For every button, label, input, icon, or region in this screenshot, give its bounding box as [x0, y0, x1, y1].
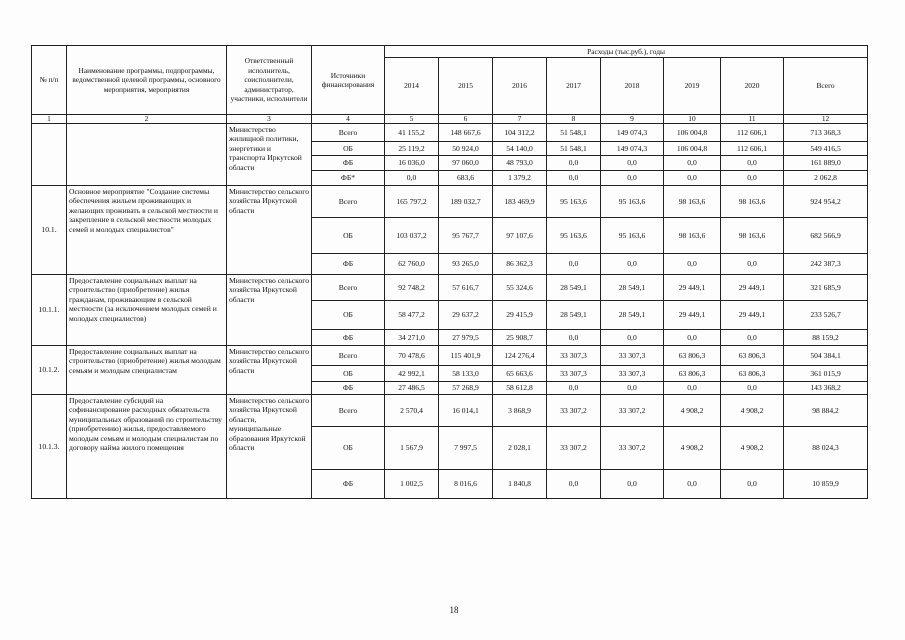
value-cell: 0,0	[601, 470, 664, 499]
value-cell: 103 037,2	[385, 218, 439, 254]
row-number-cell	[32, 124, 67, 186]
value-cell: 48 793,0	[493, 156, 547, 171]
value-cell: 0,0	[385, 171, 439, 186]
value-cell: 0,0	[664, 171, 721, 186]
value-cell: 29 449,1	[721, 275, 784, 301]
value-cell: 0,0	[547, 382, 601, 395]
table-row	[32, 346, 868, 366]
value-cell: 95 163,6	[601, 218, 664, 254]
value-cell: 183 469,9	[493, 186, 547, 218]
funding-source-cell: ФБ	[312, 382, 385, 395]
value-cell: 165 797,2	[385, 186, 439, 218]
value-cell: 95 163,6	[601, 186, 664, 218]
value-cell: 63 806,3	[664, 366, 721, 382]
table-body	[32, 124, 868, 499]
header-year: 2016	[493, 58, 547, 115]
value-cell: 0,0	[547, 171, 601, 186]
value-cell: 34 271,0	[385, 330, 439, 346]
table-row	[32, 186, 868, 218]
program-name-cell: Основное мероприятие "Создание системы обеспечения жильем проживающих и желающих проживать в сельской местности и закрепление в сельской местности молодых семей и молодых специалистов"	[67, 186, 227, 275]
value-cell: 0,0	[721, 330, 784, 346]
value-cell: 29 449,1	[664, 301, 721, 330]
value-cell: 33 307,3	[547, 366, 601, 382]
column-index-cell: 6	[439, 115, 493, 124]
value-cell: 683,6	[439, 171, 493, 186]
value-cell: 7 997,5	[439, 427, 493, 470]
value-cell: 62 760,0	[385, 254, 439, 275]
funding-source-cell: ФБ*	[312, 171, 385, 186]
value-cell: 28 549,1	[601, 301, 664, 330]
value-cell: 233 526,7	[784, 301, 868, 330]
value-cell: 58 133,0	[439, 366, 493, 382]
value-cell: 95 163,6	[547, 186, 601, 218]
executor-cell: Министерство сельского хозяйства Иркутской области, муниципальные образования Иркутской области	[227, 395, 312, 499]
value-cell: 0,0	[721, 156, 784, 171]
column-index-cell: 9	[601, 115, 664, 124]
value-cell: 189 032,7	[439, 186, 493, 218]
funding-source-cell: Всего	[312, 186, 385, 218]
header-expenses: Расходы (тыс.руб.), годы	[385, 46, 868, 58]
value-cell: 0,0	[601, 171, 664, 186]
funding-source-cell: Всего	[312, 124, 385, 142]
value-cell: 106 004,8	[664, 124, 721, 142]
row-number-cell: 10.1.	[32, 186, 67, 275]
value-cell: 98 163,6	[721, 218, 784, 254]
value-cell: 504 384,1	[784, 346, 868, 366]
funding-source-cell: Всего	[312, 275, 385, 301]
header-row	[32, 46, 868, 58]
executor-cell: Министерство жилищной политики, энергетики и транспорта Иркутской области	[227, 124, 312, 186]
value-cell: 2 570,4	[385, 395, 439, 427]
value-cell: 149 074,3	[601, 142, 664, 156]
program-name-cell	[67, 124, 227, 186]
header-year: 2018	[601, 58, 664, 115]
header-num: № п/п	[32, 46, 67, 115]
value-cell: 4 908,2	[664, 427, 721, 470]
column-index-cell: 7	[493, 115, 547, 124]
funding-source-cell: Всего	[312, 346, 385, 366]
funding-source-cell: ФБ	[312, 156, 385, 171]
header-year: Всего	[784, 58, 868, 115]
value-cell: 0,0	[601, 330, 664, 346]
value-cell: 51 548,1	[547, 142, 601, 156]
header-year: 2014	[385, 58, 439, 115]
value-cell: 713 368,3	[784, 124, 868, 142]
value-cell: 0,0	[721, 171, 784, 186]
value-cell: 88 159,2	[784, 330, 868, 346]
column-index-cell: 2	[67, 115, 227, 124]
value-cell: 16 036,0	[385, 156, 439, 171]
value-cell: 0,0	[547, 254, 601, 275]
value-cell: 28 549,1	[547, 301, 601, 330]
value-cell: 16 014,1	[439, 395, 493, 427]
column-index-cell: 4	[312, 115, 385, 124]
value-cell: 95 767,7	[439, 218, 493, 254]
page-number: 18	[449, 605, 459, 615]
funding-source-cell: ФБ	[312, 330, 385, 346]
funding-source-cell: Всего	[312, 395, 385, 427]
header-year: 2017	[547, 58, 601, 115]
value-cell: 1 567,9	[385, 427, 439, 470]
executor-cell: Министерство сельского хозяйства Иркутской области	[227, 346, 312, 395]
value-cell: 97 107,6	[493, 218, 547, 254]
value-cell: 27 486,5	[385, 382, 439, 395]
value-cell: 0,0	[547, 156, 601, 171]
value-cell: 1 840,8	[493, 470, 547, 499]
program-name-cell: Предоставление социальных выплат на строительство (приобретение) жилья гражданам, проживающим в сельской местности (за исключением молодых семей и молодых специалистов)	[67, 275, 227, 346]
row-number-cell: 10.1.3.	[32, 395, 67, 499]
value-cell: 28 549,1	[601, 275, 664, 301]
value-cell: 33 307,3	[601, 366, 664, 382]
column-index-cell: 11	[721, 115, 784, 124]
funding-source-cell: ОБ	[312, 366, 385, 382]
header-name: Наименование программы, подпрограммы, ведомственной целевой программы, основного мероприятия, мероприятия	[67, 46, 227, 115]
value-cell: 98 884,2	[784, 395, 868, 427]
value-cell: 88 024,3	[784, 427, 868, 470]
column-index-cell: 8	[547, 115, 601, 124]
value-cell: 98 163,6	[721, 186, 784, 218]
value-cell: 95 163,6	[547, 218, 601, 254]
table-row	[32, 124, 868, 142]
value-cell: 0,0	[601, 156, 664, 171]
value-cell: 65 663,6	[493, 366, 547, 382]
value-cell: 63 806,3	[664, 346, 721, 366]
funding-source-cell: ОБ	[312, 218, 385, 254]
funding-source-cell: ОБ	[312, 301, 385, 330]
value-cell: 143 368,2	[784, 382, 868, 395]
header-source: Источники финансирования	[312, 46, 385, 115]
value-cell: 55 324,6	[493, 275, 547, 301]
value-cell: 0,0	[664, 254, 721, 275]
value-cell: 2 062,8	[784, 171, 868, 186]
value-cell: 0,0	[664, 330, 721, 346]
value-cell: 0,0	[664, 382, 721, 395]
value-cell: 98 163,6	[664, 218, 721, 254]
table-row	[32, 395, 868, 427]
value-cell: 0,0	[721, 254, 784, 275]
value-cell: 33 307,2	[601, 395, 664, 427]
value-cell: 0,0	[547, 330, 601, 346]
funding-source-cell: ОБ	[312, 427, 385, 470]
value-cell: 33 307,2	[547, 427, 601, 470]
column-index-cell: 5	[385, 115, 439, 124]
value-cell: 8 016,6	[439, 470, 493, 499]
value-cell: 33 307,3	[601, 346, 664, 366]
value-cell: 28 549,1	[547, 275, 601, 301]
column-index-cell: 12	[784, 115, 868, 124]
value-cell: 97 060,0	[439, 156, 493, 171]
program-name-cell: Предоставление социальных выплат на строительство (приобретение) жилья молодым семьям и молодым специалистам	[67, 346, 227, 395]
value-cell: 0,0	[601, 382, 664, 395]
value-cell: 106 004,8	[664, 142, 721, 156]
value-cell: 148 667,6	[439, 124, 493, 142]
value-cell: 104 312,2	[493, 124, 547, 142]
value-cell: 54 140,0	[493, 142, 547, 156]
value-cell: 549 416,5	[784, 142, 868, 156]
value-cell: 92 748,2	[385, 275, 439, 301]
value-cell: 0,0	[664, 470, 721, 499]
value-cell: 4 908,2	[664, 395, 721, 427]
value-cell: 58 477,2	[385, 301, 439, 330]
value-cell: 98 163,6	[664, 186, 721, 218]
value-cell: 161 889,0	[784, 156, 868, 171]
header-year: 2019	[664, 58, 721, 115]
value-cell: 51 548,1	[547, 124, 601, 142]
value-cell: 63 806,3	[721, 366, 784, 382]
value-cell: 42 992,1	[385, 366, 439, 382]
value-cell: 10 859,9	[784, 470, 868, 499]
column-index-row	[32, 115, 868, 124]
value-cell: 29 637,2	[439, 301, 493, 330]
value-cell: 149 074,3	[601, 124, 664, 142]
column-index-cell: 10	[664, 115, 721, 124]
value-cell: 0,0	[721, 382, 784, 395]
value-cell: 25 908,7	[493, 330, 547, 346]
value-cell: 242 387,3	[784, 254, 868, 275]
value-cell: 33 307,2	[601, 427, 664, 470]
value-cell: 29 449,1	[721, 301, 784, 330]
value-cell: 924 954,2	[784, 186, 868, 218]
funding-source-cell: ОБ	[312, 142, 385, 156]
value-cell: 682 566,9	[784, 218, 868, 254]
value-cell: 124 276,4	[493, 346, 547, 366]
column-index-cell: 3	[227, 115, 312, 124]
value-cell: 321 685,9	[784, 275, 868, 301]
header-executor: Ответственный исполнитель, соисполнители, администратор, участники, исполнители	[227, 46, 312, 115]
header-year: 2020	[721, 58, 784, 115]
row-number-cell: 10.1.2.	[32, 346, 67, 395]
value-cell: 3 868,9	[493, 395, 547, 427]
header-year: 2015	[439, 58, 493, 115]
value-cell: 0,0	[721, 470, 784, 499]
value-cell: 33 307,2	[547, 395, 601, 427]
column-index-cell: 1	[32, 115, 67, 124]
program-name-cell: Предоставление субсидий на софинансирование расходных обязательств муниципальных образований по строительству (приобретению) жилья, предоставляемого молодым семьям и молодым специалистам по договору найма жилого помещения	[67, 395, 227, 499]
value-cell: 0,0	[664, 156, 721, 171]
value-cell: 25 119,2	[385, 142, 439, 156]
value-cell: 70 478,6	[385, 346, 439, 366]
value-cell: 112 606,1	[721, 124, 784, 142]
value-cell: 0,0	[547, 470, 601, 499]
value-cell: 27 979,5	[439, 330, 493, 346]
funding-source-cell: ФБ	[312, 470, 385, 499]
value-cell: 29 449,1	[664, 275, 721, 301]
value-cell: 4 908,2	[721, 427, 784, 470]
value-cell: 57 616,7	[439, 275, 493, 301]
value-cell: 361 015,9	[784, 366, 868, 382]
value-cell: 33 307,3	[547, 346, 601, 366]
value-cell: 86 362,3	[493, 254, 547, 275]
value-cell: 29 415,9	[493, 301, 547, 330]
value-cell: 2 028,1	[493, 427, 547, 470]
executor-cell: Министерство сельского хозяйства Иркутской области	[227, 275, 312, 346]
budget-table	[31, 45, 868, 499]
value-cell: 115 401,9	[439, 346, 493, 366]
funding-source-cell: ФБ	[312, 254, 385, 275]
value-cell: 112 606,1	[721, 142, 784, 156]
value-cell: 4 908,2	[721, 395, 784, 427]
executor-cell: Министерство сельского хозяйства Иркутской области	[227, 186, 312, 275]
value-cell: 93 265,0	[439, 254, 493, 275]
value-cell: 1 002,5	[385, 470, 439, 499]
value-cell: 0,0	[601, 254, 664, 275]
value-cell: 57 268,9	[439, 382, 493, 395]
table-row	[32, 275, 868, 301]
value-cell: 58 612,8	[493, 382, 547, 395]
value-cell: 1 379,2	[493, 171, 547, 186]
value-cell: 41 155,2	[385, 124, 439, 142]
value-cell: 63 806,3	[721, 346, 784, 366]
row-number-cell: 10.1.1.	[32, 275, 67, 346]
value-cell: 50 924,0	[439, 142, 493, 156]
